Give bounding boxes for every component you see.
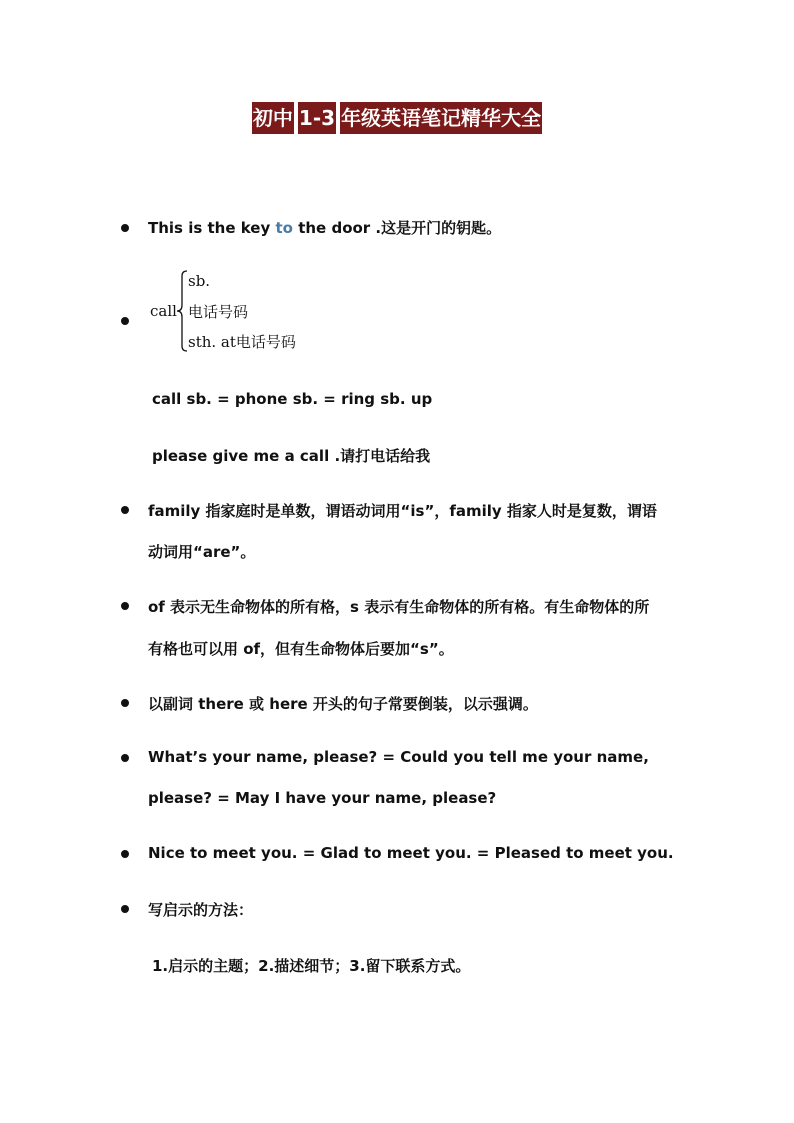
note-text: This is the key (148, 219, 276, 237)
call-please: please give me a call .请打电话给我 (152, 447, 431, 465)
note-name-line-2: please? = May I have your name, please? (148, 789, 497, 807)
call-option-cn: 电话号码 (235, 333, 296, 351)
bullet (121, 754, 129, 762)
call-equivalents: call sb. = phone sb. = ring sb. up (152, 390, 433, 408)
title-segment: 年级英语笔记精华大全 (340, 102, 542, 134)
note-of-line-1: of 表示无生命物体的所有格，s 表示有生命物体的所有格。有生命物体的所 (148, 598, 650, 616)
call-option: 电话号码 (188, 303, 249, 321)
bullet (121, 602, 129, 610)
call-option-en: sth. at (188, 333, 236, 351)
note-of-line-2: 有格也可以用 of，但有生命物体后要加“s”。 (148, 640, 454, 658)
note-meet: Nice to meet you. = Glad to meet you. = Pleased to meet you. (148, 844, 674, 862)
bullet (121, 224, 129, 232)
call-option (188, 331, 296, 352)
title-segment: 初中 (252, 102, 294, 134)
note-name-line-1: What’s your name, please? = Could you tell me your name, (148, 748, 649, 766)
note-text: the door .这是开门的钥匙。 (292, 219, 502, 237)
call-option: sb. (188, 272, 211, 290)
title-segment: 1-3 (298, 102, 336, 134)
note-notice-heading: 写启示的方法： (148, 901, 254, 919)
page-title (0, 102, 794, 134)
bullet (121, 317, 129, 325)
bullet (121, 506, 129, 514)
note-inversion: 以副词 there 或 here 开头的句子常要倒装，以示强调。 (148, 695, 538, 713)
note-family-line-2: 动词用“are”。 (148, 543, 256, 561)
bullet (121, 850, 129, 858)
highlight-word: to (275, 219, 293, 237)
call-usage-brace (150, 268, 350, 358)
bullet (121, 905, 129, 913)
note-notice-steps: 1.启示的主题；2.描述细节；3.留下联系方式。 (152, 957, 471, 975)
call-word: call (150, 302, 177, 320)
note-key-to-door (148, 217, 501, 238)
bullet (121, 699, 129, 707)
note-family-line-1: family 指家庭时是单数，谓语动词用“is”，family 指家人时是复数，谓语 (148, 502, 657, 520)
